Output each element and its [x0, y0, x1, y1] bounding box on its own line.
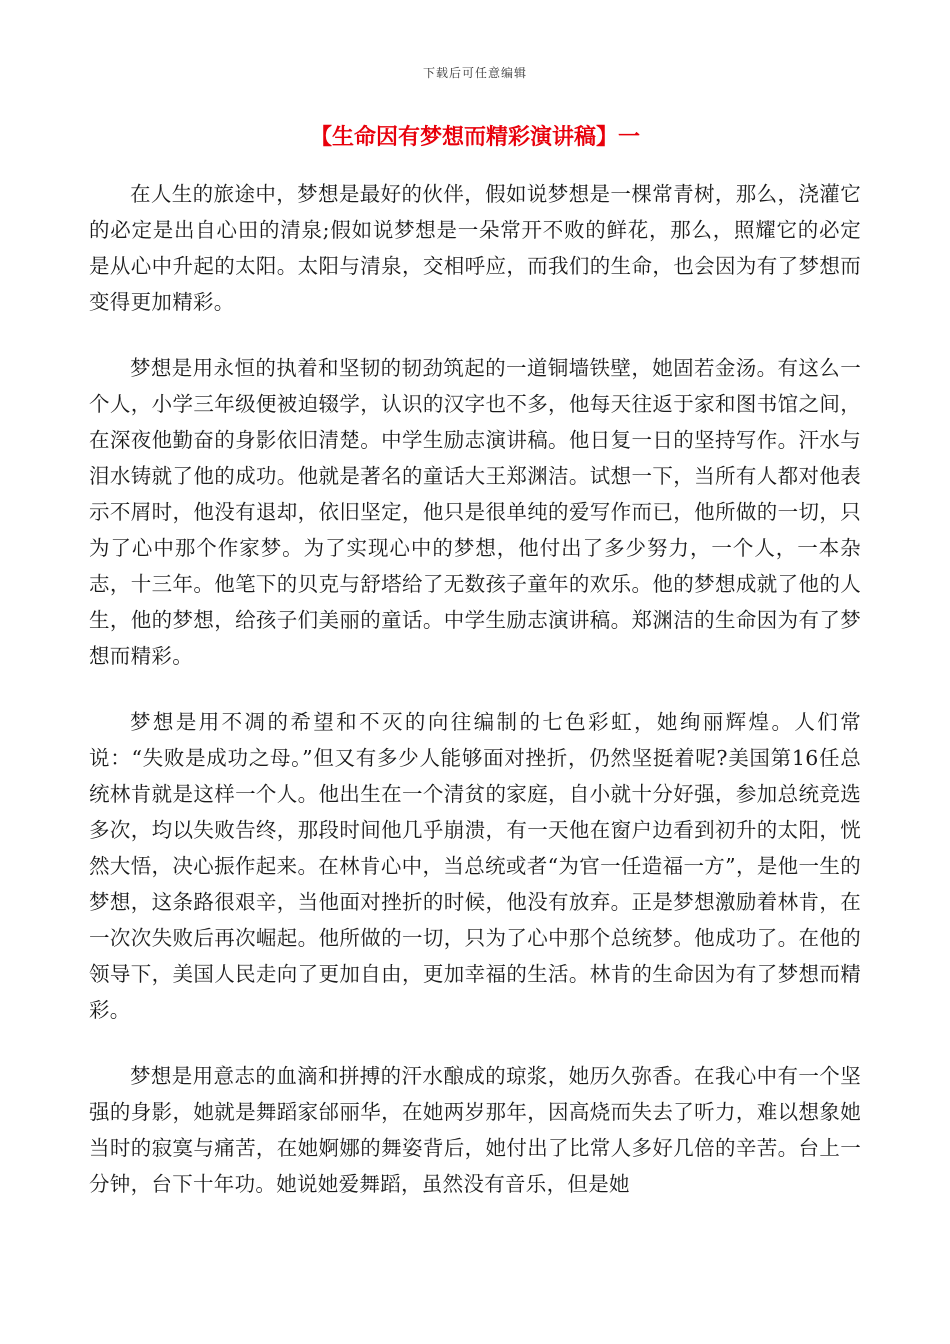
paragraph-3: 梦想是用不凋的希望和不灭的向往编制的七色彩虹，她绚丽辉煌。人们常说：“失败是成功之母。”但又有多少人能够面对挫折，仍然坚挺着呢?美国第16任总统林肯就是这样一个人。他出生在一个清贫的家庭，自小就十分好强，参加总统竞选多次，均以失败告终，那段时间他几乎崩溃，有一天他在窗户边看到初升的太阳，恍然大悟，决心振作起来。在林肯心中，当总统或者“为官一任造福一方”，是他一生的梦想，这条路很艰辛，当他面对挫折的时候，他没有放弃。正是梦想激励着林肯，在一次次失败后再次崛起。他所做的一切，只为了心中那个总统梦。他成功了。在他的领导下，美国人民走向了更加自由，更加幸福的生活。林肯的生命因为有了梦想而精彩。 — [89, 710, 861, 1022]
header-note: 下载后可任意编辑 — [422, 66, 527, 80]
document-title: 【生命因有梦想而精彩演讲稿】一 — [309, 124, 640, 150]
paragraph-1: 在人生的旅途中，梦想是最好的伙伴，假如说梦想是一棵常青树，那么，浇灌它的必定是出自心田的清泉;假如说梦想是一朵常开不败的鲜花，那么，照耀它的必定是从心中升起的太阳。太阳与清泉，交相呼应，而我们的生命，也会因为有了梦想而变得更加精彩。 — [89, 182, 861, 314]
document-body — [89, 176, 861, 1232]
paragraph-2: 梦想是用永恒的执着和坚韧的韧劲筑起的一道铜墙铁壁，她固若金汤。有这么一个人，小学三年级便被迫辍学，认识的汉字也不多，他每天往返于家和图书馆之间，在深夜他勤奋的身影依旧清楚。中学生励志演讲稿。他日复一日的坚持写作。汗水与泪水铸就了他的成功。他就是著名的童话大王郑渊洁。试想一下，当所有人都对他表示不屑时，他没有退却，依旧坚定，他只是很单纯的爱写作而已，他所做的一切，只为了心中那个作家梦。为了实现心中的梦想，他付出了多少努力，一个人，一本杂志，十三年。他笔下的贝克与舒塔给了无数孩子童年的欢乐。他的梦想成就了他的人生，他的梦想，给孩子们美丽的童话。中学生励志演讲稿。郑渊洁的生命因为有了梦想而精彩。 — [89, 356, 861, 668]
paragraph-4: 梦想是用意志的血滴和拼搏的汗水酿成的琼浆，她历久弥香。在我心中有一个坚强的身影，她就是舞蹈家邰丽华，在她两岁那年，因高烧而失去了听力，难以想象她当时的寂寞与痛苦，在她婀娜的舞姿背后，她付出了比常人多好几倍的辛苦。台上一分钟，台下十年功。她说她爱舞蹈，虽然没有音乐，但是她 — [89, 1064, 861, 1196]
